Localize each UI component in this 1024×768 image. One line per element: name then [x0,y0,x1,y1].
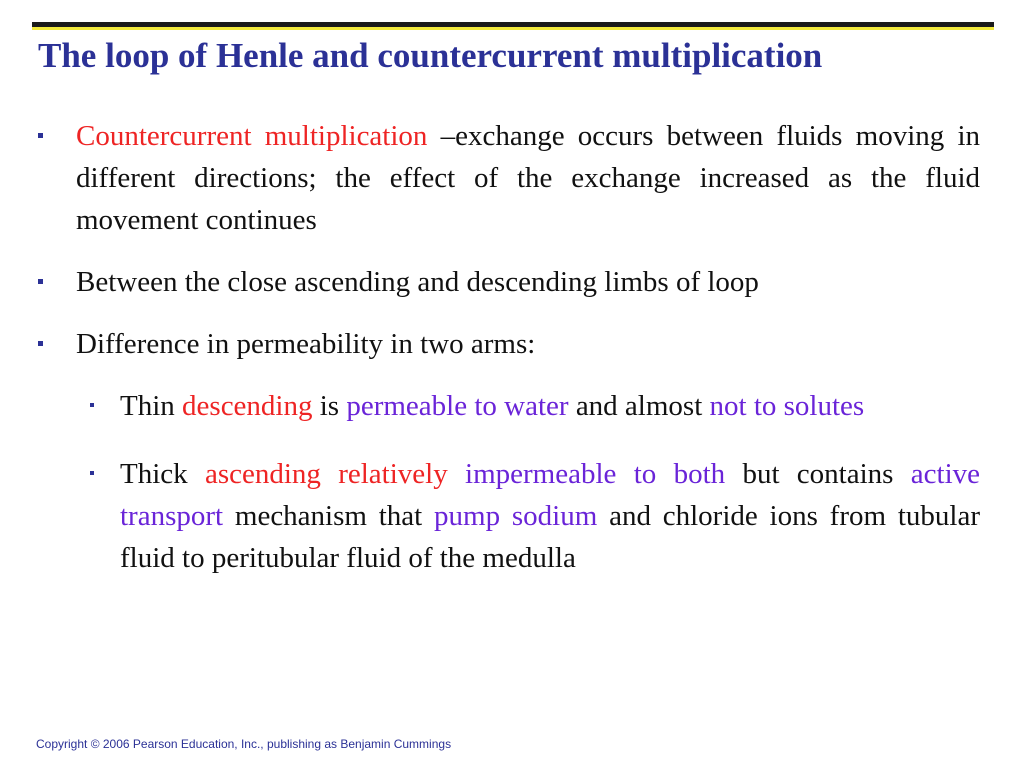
bullet-text: Difference in permeability in two arms: [76,328,536,360]
term-ascending-relatively: ascending relatively [204,458,448,490]
bullet-item-permeability [76,323,980,365]
text-run: mechanism that [223,500,435,532]
text-run: is [312,390,347,422]
term-descending: descending [182,390,313,422]
sub-bullet-thick-ascending [120,453,980,579]
text-run: Thick [120,458,205,490]
text-run [448,458,465,490]
bullet-text: Between the close ascending and descending limbs of loop [76,266,759,298]
square-bullet-icon [38,133,43,138]
bullet-list [0,115,1024,579]
copyright-footer: Copyright © 2006 Pearson Education, Inc., publishing as Benjamin Cummings [36,737,452,751]
title-rule [32,22,994,27]
bullet-item-countercurrent [76,115,980,241]
bullet-item-limbs [76,261,980,303]
square-bullet-icon [90,403,94,407]
text-run: and almost [568,390,710,422]
slide-title: The loop of Henle and countercurrent multiplication [38,36,823,75]
term-countercurrent: Countercurrent multiplication [76,120,428,152]
text-run: Thin [120,390,183,422]
term-not-to-solutes: not to solutes [709,390,865,422]
square-bullet-icon [90,471,94,475]
term-active-transport: active transport [120,458,980,532]
bullet-text: –exchange occurs between fluids moving in different directions; the effect of the exchange increased as the fluid movement continues [76,120,980,236]
sub-bullet-thin-descending [120,385,980,427]
square-bullet-icon [38,279,43,284]
term-permeable-to-water: permeable to water [346,390,569,422]
text-run: but contains [725,458,911,490]
square-bullet-icon [38,341,43,346]
term-pump-sodium: pump sodium [434,500,598,532]
text-run: and chloride ions from tubular fluid to peritubular fluid of the medulla [120,500,980,574]
term-impermeable-to-both: impermeable to both [465,458,726,490]
